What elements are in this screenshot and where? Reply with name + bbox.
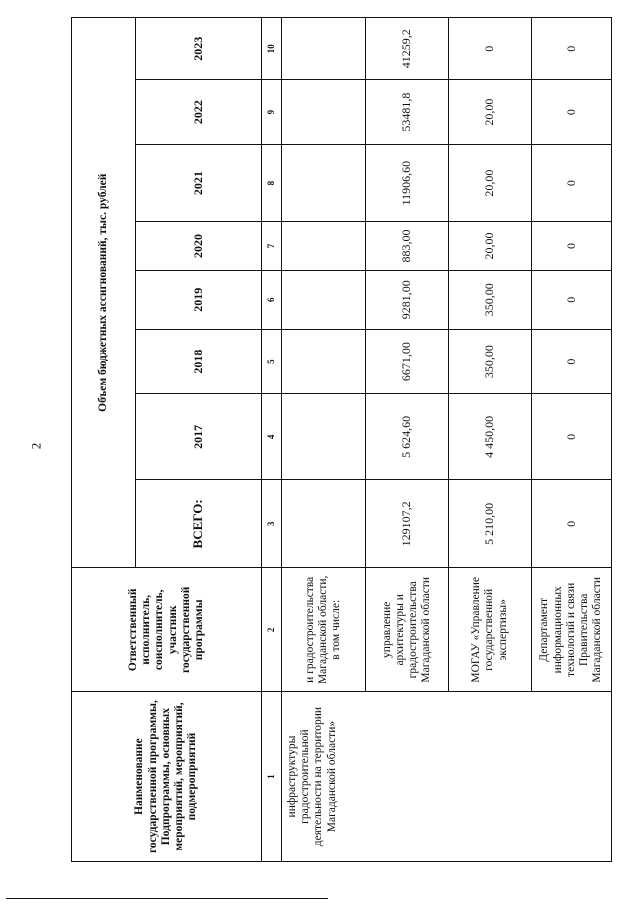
value-cell: 0 — [532, 144, 612, 221]
value-cell: 0 — [532, 394, 612, 480]
value-cell: 20,00 — [449, 222, 532, 270]
col-header-name: Наименование государственной программы, Подпрограммы, основных мероприятий, мероприятий, подмероприятий — [72, 692, 262, 862]
column-number: 7 — [262, 222, 282, 270]
value-cell — [282, 329, 366, 394]
value-cell: 4 450,00 — [449, 394, 532, 480]
total-cell — [282, 480, 366, 568]
value-cell: 5 624,60 — [366, 394, 449, 480]
value-cell — [282, 18, 366, 80]
value-cell — [282, 270, 366, 329]
value-cell: 41259,2 — [366, 18, 449, 80]
value-cell: 20,00 — [449, 144, 532, 221]
total-cell: 0 — [532, 480, 612, 568]
budget-table — [71, 17, 612, 862]
total-cell: 129107,2 — [366, 480, 449, 568]
column-number: 1 — [262, 692, 282, 862]
column-number: 5 — [262, 329, 282, 394]
col-header-year: 2019 — [136, 270, 262, 329]
executor-cell: и градостроительства Магаданской области, в том числе: — [282, 568, 366, 692]
column-number: 3 — [262, 480, 282, 568]
col-header-year: 2018 — [136, 329, 262, 394]
column-number: 6 — [262, 270, 282, 329]
table-row — [282, 18, 366, 862]
value-cell — [282, 394, 366, 480]
col-header-year: 2021 — [136, 144, 262, 221]
rotated-page — [71, 17, 611, 862]
value-cell: 0 — [532, 222, 612, 270]
column-number: 10 — [262, 18, 282, 80]
col-header-total: ВСЕГО: — [136, 480, 262, 568]
value-cell: 350,00 — [449, 329, 532, 394]
value-cell: 0 — [532, 18, 612, 80]
col-header-budget: Объем бюджетных ассигнований, тыс. рублей — [72, 18, 136, 568]
value-cell: 11906,60 — [366, 144, 449, 221]
column-number: 2 — [262, 568, 282, 692]
col-header-year: 2022 — [136, 80, 262, 145]
value-cell: 9281,00 — [366, 270, 449, 329]
value-cell: 0 — [532, 80, 612, 145]
value-cell — [282, 80, 366, 145]
executor-cell: Департамент информационных технологий и связи Правительства Магаданской области — [532, 568, 612, 692]
value-cell: 20,00 — [449, 80, 532, 145]
value-cell: 0 — [532, 329, 612, 394]
value-cell — [282, 144, 366, 221]
value-cell: 6671,00 — [366, 329, 449, 394]
col-header-year: 2020 — [136, 222, 262, 270]
value-cell — [282, 222, 366, 270]
value-cell: 53481,8 — [366, 80, 449, 145]
page-number: 2 — [28, 442, 44, 450]
column-number: 9 — [262, 80, 282, 145]
column-number: 8 — [262, 144, 282, 221]
col-header-year: 2017 — [136, 394, 262, 480]
header-row-group — [72, 18, 136, 862]
footnote-divider — [6, 898, 328, 899]
col-header-year: 2023 — [136, 18, 262, 80]
column-number: 4 — [262, 394, 282, 480]
value-cell: 350,00 — [449, 270, 532, 329]
column-number-row — [262, 18, 282, 862]
col-header-executor: Ответственный исполнитель, соисполнитель, участник государственной программы — [72, 568, 262, 692]
executor-cell: МОГАУ «Управление государственной экспертизы» — [449, 568, 532, 692]
value-cell: 0 — [532, 270, 612, 329]
total-cell: 5 210,00 — [449, 480, 532, 568]
program-name-cell: инфраструктуры градостроительной деятельности на территории Магаданской области» — [282, 692, 612, 862]
value-cell: 0 — [449, 18, 532, 80]
value-cell: 883,00 — [366, 222, 449, 270]
executor-cell: управление архитектуры и градостроительства Магаданской области — [366, 568, 449, 692]
